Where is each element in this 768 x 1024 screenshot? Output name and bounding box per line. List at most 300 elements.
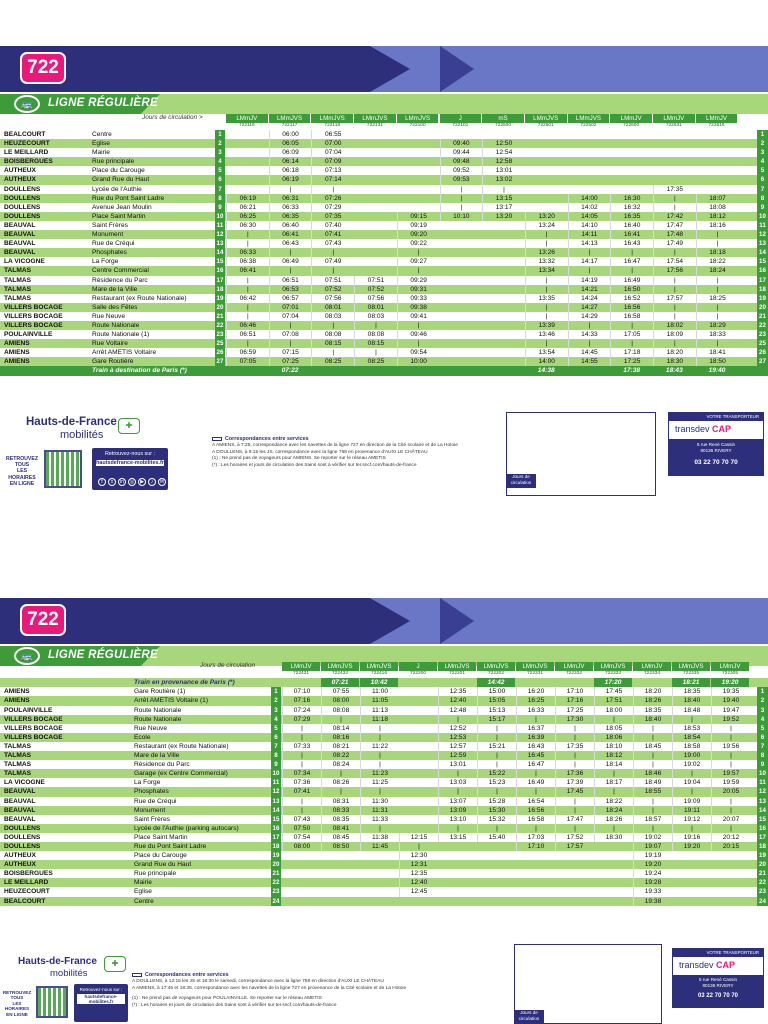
stop-town: TALMAS: [4, 752, 31, 760]
stop-time: |: [653, 248, 696, 257]
stop-town: AMIENS: [4, 688, 30, 696]
stop-time: 18:10: [594, 742, 633, 751]
stop-time: 16:35: [610, 212, 653, 221]
train-time: 19:20: [711, 678, 749, 687]
stop-time: 16:47: [610, 257, 653, 266]
stop-town: AUTHEUX: [4, 861, 36, 869]
stop-number: 16: [272, 824, 280, 832]
timetable-row: [0, 742, 768, 751]
stop-time: 18:12: [696, 212, 739, 221]
stop-name: Ecole: [134, 733, 151, 741]
stop-time: |: [477, 760, 516, 769]
site-link[interactable]: hautsdefrance-mobilites.fr: [96, 460, 164, 466]
stop-time: 18:05: [594, 724, 633, 733]
stop-time: 10:10: [440, 212, 483, 221]
train-time: 07:21: [321, 678, 359, 687]
stop-time: 19:47: [711, 706, 750, 715]
stop-time: 17:56: [653, 266, 696, 275]
stop-number: 2: [215, 139, 225, 148]
stop-time: 07:56: [354, 294, 397, 303]
stop-time: 19:59: [711, 778, 750, 787]
stop-time: |: [269, 248, 312, 257]
stop-name: Avenue Jean Moulin: [92, 203, 152, 211]
train-time: 10:42: [360, 678, 398, 687]
stop-time: 18:08: [696, 203, 739, 212]
stop-time: 14:17: [568, 257, 611, 266]
day-header: LMmJVS: [360, 662, 398, 671]
transporteur-phone[interactable]: 03 22 70 70 70: [694, 459, 738, 466]
stop-time: 13:20: [482, 212, 525, 221]
stop-time: |: [516, 787, 555, 796]
stop-time: 16:30: [610, 194, 653, 203]
stop-number: 9: [757, 203, 768, 212]
stop-time: 18:30: [653, 357, 696, 366]
stop-time: |: [696, 303, 739, 312]
stop-time: 07:04: [269, 312, 312, 321]
timetable-row: [0, 878, 768, 887]
stop-town: LE MEILLARD: [4, 149, 49, 157]
stop-time: 09:19: [397, 221, 440, 230]
train-to-paris-label: Train à destination de Paris (*): [92, 367, 187, 375]
stop-time: |: [555, 751, 594, 760]
stop-time: |: [440, 185, 483, 194]
stop-time: |: [653, 194, 696, 203]
stop-time: 08:03: [354, 312, 397, 321]
stop-time: 20:05: [711, 787, 750, 796]
stop-time: 07:29: [282, 715, 321, 724]
stop-time: 08:01: [311, 303, 354, 312]
stop-name: Rue principale: [92, 158, 135, 166]
stop-time: |: [360, 760, 399, 769]
stop-time: 07:56: [311, 294, 354, 303]
stop-time: 06:30: [226, 221, 269, 230]
stop-time: |: [269, 321, 312, 330]
stop-time: 16:20: [516, 687, 555, 696]
stop-number: 20: [272, 861, 280, 869]
stop-time: 09:15: [397, 212, 440, 221]
stop-time: 14:21: [568, 285, 611, 294]
stop-time: 12:58: [482, 157, 525, 166]
stop-number: 27: [757, 357, 768, 366]
timetable-row: [0, 175, 768, 184]
stop-time: |: [477, 751, 516, 760]
stop-time: |: [397, 321, 440, 330]
stop-number: 9: [757, 760, 768, 769]
stop-time: 06:53: [269, 285, 312, 294]
stop-time: 08:35: [321, 815, 360, 824]
stop-time: 18:06: [594, 733, 633, 742]
timetable-row: [0, 715, 768, 724]
stop-time: |: [633, 824, 672, 833]
tiktok-icon[interactable]: ♪: [148, 478, 156, 486]
stop-time: 17:30: [555, 715, 594, 724]
stop-town: BEAUVAL: [4, 797, 36, 805]
stop-time: 11:00: [360, 687, 399, 696]
stop-number: 22: [216, 321, 224, 329]
stop-time: |: [311, 266, 354, 275]
stop-number: 6: [271, 733, 281, 742]
stop-time: 19:09: [672, 797, 711, 806]
stop-time: 16:49: [516, 778, 555, 787]
stop-time: 08:14: [321, 724, 360, 733]
stop-time: 17:42: [653, 212, 696, 221]
stop-number: 4: [271, 715, 281, 724]
line-header-2: [0, 598, 768, 668]
stop-time: 07:51: [311, 276, 354, 285]
stop-time: 09:20: [397, 230, 440, 239]
facebook-icon[interactable]: f: [98, 478, 106, 486]
stop-town: TALMAS: [4, 770, 31, 778]
stop-time: |: [269, 266, 312, 275]
stop-time: 11:23: [360, 769, 399, 778]
instagram-icon[interactable]: ◎: [129, 479, 135, 485]
stop-number: 1: [271, 687, 281, 696]
mobilites-logo-icon: ✚: [118, 418, 140, 434]
stop-number: 15: [757, 815, 768, 824]
stop-time: 07:36: [282, 778, 321, 787]
stop-time: 13:15: [438, 833, 477, 842]
stop-time: |: [610, 248, 653, 257]
stop-name: Route Nationale (1): [92, 331, 150, 339]
stop-time: 08:00: [321, 696, 360, 705]
stop-time: 18:12: [594, 751, 633, 760]
stop-time: 15:22: [477, 769, 516, 778]
stop-time: 07:52: [354, 285, 397, 294]
stop-time: 12:48: [438, 706, 477, 715]
course-code: 722431: [292, 671, 309, 676]
stop-time: |: [555, 724, 594, 733]
stop-time: 17:45: [594, 687, 633, 696]
stop-time: 08:15: [311, 339, 354, 348]
stop-time: 13:35: [525, 294, 568, 303]
stop-number: 23: [757, 330, 768, 339]
stop-time: 14:11: [568, 230, 611, 239]
stop-time: |: [568, 321, 611, 330]
stop-time: |: [360, 733, 399, 742]
stop-number: 21: [757, 312, 768, 321]
stop-time: 07:35: [311, 212, 354, 221]
day-header: J: [399, 662, 437, 671]
stop-time: 13:10: [438, 815, 477, 824]
stop-name: Résidence du Parc: [134, 761, 190, 769]
stop-time: |: [653, 276, 696, 285]
course-code: 722331: [526, 671, 543, 676]
stop-name: Rue de Créqui: [92, 240, 135, 248]
stop-time: 06:18: [269, 166, 312, 175]
stop-number: 11: [272, 779, 280, 787]
stop-name: Arrêt AMETIS Voltaire: [92, 349, 157, 357]
stop-time: 17:18: [610, 348, 653, 357]
timetable-row: [0, 221, 768, 230]
stop-number: 7: [757, 742, 768, 751]
stop-name: Eglise: [134, 888, 152, 896]
stop-time: |: [516, 715, 555, 724]
stop-time: |: [438, 715, 477, 724]
stop-time: 19:35: [711, 687, 750, 696]
stop-time: 19:07: [633, 842, 672, 851]
course-code: 722118: [324, 123, 341, 128]
stop-time: |: [555, 806, 594, 815]
stop-time: |: [653, 285, 696, 294]
stop-number: 18: [272, 842, 280, 850]
stop-time: 18:33: [696, 330, 739, 339]
stop-time: 07:41: [311, 230, 354, 239]
stop-time: 08:00: [282, 842, 321, 851]
day-header: LMmJVS: [477, 662, 515, 671]
stop-town: BOISBERGUES: [4, 158, 53, 166]
stop-number: 2: [757, 696, 768, 705]
stop-town: BEAUVAL: [4, 221, 36, 229]
course-code: 722432: [331, 671, 348, 676]
mail-icon[interactable]: ✉: [159, 479, 165, 485]
jours-box-label: Jours de circulation: [506, 474, 536, 488]
stop-name: Restaurant (ex Route Nationale): [92, 294, 187, 302]
stop-number: 24: [757, 897, 768, 906]
qr-code-2[interactable]: [36, 986, 68, 1018]
stop-time: 07:15: [269, 348, 312, 357]
stop-name: Rue principale: [134, 870, 177, 878]
stop-time: 17:57: [653, 294, 696, 303]
stop-town: BOISBERGUES: [4, 870, 53, 878]
stop-time: 09:31: [397, 285, 440, 294]
stop-town: BEAUVAL: [4, 231, 36, 239]
stop-name: Saint Frères: [134, 815, 170, 823]
stop-time: 13:09: [438, 806, 477, 815]
stop-time: 07:16: [282, 696, 321, 705]
linkedin-icon[interactable]: in: [118, 478, 126, 486]
stop-town: AUTHEUX: [4, 167, 36, 175]
stop-time: 07:43: [311, 239, 354, 248]
stop-time: 15:23: [477, 778, 516, 787]
stop-time: 18:53: [672, 724, 711, 733]
stop-name: Place Saint Martin: [92, 212, 146, 220]
stop-time: 06:51: [269, 276, 312, 285]
stop-time: 06:49: [269, 257, 312, 266]
stop-time: |: [696, 230, 739, 239]
stop-town: DOULLENS: [4, 212, 41, 220]
stop-time: 18:26: [633, 696, 672, 705]
stop-number: 19: [216, 294, 224, 302]
day-header: LMmJV: [282, 662, 320, 671]
stop-time: 15:13: [477, 706, 516, 715]
stop-time: |: [440, 203, 483, 212]
stop-town: TALMAS: [4, 267, 31, 275]
stop-name: Lycée de l'Authie: [92, 185, 142, 193]
stop-time: 17:10: [516, 842, 555, 851]
stop-name: Monument: [92, 231, 124, 239]
stop-time: 19:12: [672, 815, 711, 824]
stop-time: 08:21: [321, 742, 360, 751]
stop-town: LA VICOGNE: [4, 779, 45, 787]
stop-time: |: [226, 285, 269, 294]
stop-name: Gare Routière (1): [134, 688, 186, 696]
stop-time: 06:19: [226, 194, 269, 203]
stop-time: 17:47: [653, 221, 696, 230]
stop-time: 09:46: [397, 330, 440, 339]
x-icon[interactable]: x: [108, 478, 116, 486]
stop-time: 06:14: [269, 157, 312, 166]
stop-time: |: [696, 276, 739, 285]
stop-time: 13:01: [438, 760, 477, 769]
stop-time: 14:55: [568, 357, 611, 366]
timetable-return: [0, 662, 768, 906]
stop-time: 08:24: [321, 760, 360, 769]
stop-town: DOULLENS: [4, 185, 41, 193]
stop-number: 4: [757, 157, 768, 166]
stop-time: 18:54: [672, 733, 711, 742]
stop-number: 8: [757, 194, 768, 203]
stop-time: 06:21: [226, 203, 269, 212]
timetable-row: [0, 266, 768, 275]
stop-time: 18:25: [696, 294, 739, 303]
stop-number: 16: [757, 824, 768, 833]
stop-number: 26: [216, 349, 224, 357]
stop-time: |: [321, 787, 360, 796]
stop-time: |: [555, 797, 594, 806]
stop-time: 17:39: [555, 778, 594, 787]
stop-time: 12:45: [399, 887, 438, 896]
timetable-row: [0, 897, 768, 906]
qr-code[interactable]: [44, 450, 82, 488]
stop-time: 16:54: [516, 797, 555, 806]
stop-time: |: [311, 321, 354, 330]
jours-label: Jours de circulation: [200, 662, 256, 669]
day-header: J: [440, 114, 482, 123]
timetable-row: [0, 824, 768, 833]
stop-name: Centre: [134, 897, 154, 905]
course-code: 722334: [643, 671, 660, 676]
stop-time: |: [282, 797, 321, 806]
day-header: LMmJVS: [269, 114, 311, 123]
stop-time: |: [672, 787, 711, 796]
stop-time: 17:05: [610, 330, 653, 339]
stop-time: 07:51: [354, 276, 397, 285]
stop-time: 17:51: [594, 696, 633, 705]
stop-time: 18:18: [696, 248, 739, 257]
line-type-label-2: LIGNE RÉGULIÈRE: [48, 649, 158, 661]
stop-time: 19:20: [672, 842, 711, 851]
youtube-icon[interactable]: ▶: [138, 478, 146, 486]
timetable-row: [0, 166, 768, 175]
stop-time: |: [321, 769, 360, 778]
stop-town: BEALCOURT: [4, 131, 46, 138]
timetable-row: [0, 887, 768, 896]
course-code: 722631: [665, 123, 682, 128]
stop-time: 11:45: [360, 842, 399, 851]
stop-name: Mare de la Ville: [92, 285, 138, 293]
stop-time: 17:25: [610, 357, 653, 366]
stop-time: 06:57: [269, 294, 312, 303]
train-time: 07:22: [281, 367, 299, 375]
stop-time: 08:01: [354, 303, 397, 312]
line-number-badge: 722: [20, 52, 66, 84]
stop-number: 17: [216, 276, 224, 284]
stop-name: Salle des Fêtes: [92, 303, 138, 311]
stop-time: 18:50: [696, 357, 739, 366]
stop-time: 16:56: [516, 806, 555, 815]
stop-name: Phosphates: [92, 249, 127, 257]
stop-town: BEAUVAL: [4, 815, 36, 823]
stop-time: 14:00: [568, 194, 611, 203]
stop-time: |: [525, 339, 568, 348]
stop-time: 13:07: [438, 797, 477, 806]
stop-time: |: [555, 733, 594, 742]
stop-time: 15:40: [477, 833, 516, 842]
stop-time: 18:24: [696, 266, 739, 275]
stop-town: AUTHEUX: [4, 176, 36, 184]
stop-time: |: [555, 760, 594, 769]
stop-number: 17: [272, 833, 280, 841]
course-code: 722305: [721, 671, 738, 676]
stop-name: Arrêt AMETIS Voltaire (1): [134, 697, 209, 705]
stop-time: |: [360, 751, 399, 760]
stop-time: |: [477, 824, 516, 833]
header-bar: [0, 46, 768, 92]
stop-time: 11:05: [360, 696, 399, 705]
stop-town: AMIENS: [4, 340, 30, 348]
stop-name: Mairie: [134, 879, 152, 887]
course-code: 722600: [623, 123, 640, 128]
stop-town: VILLERS BOCAGE: [4, 724, 63, 732]
train-time: 19:40: [708, 367, 726, 375]
transporteur-box: VOTRE TRANSPORTEUR transdev CAP 5 rue René Cassin 80136 RIVERY 03 22 70 70 70: [668, 412, 764, 476]
stop-time: |: [282, 806, 321, 815]
timetable-row: [0, 851, 768, 860]
stop-time: 14:19: [568, 276, 611, 285]
stop-time: |: [653, 312, 696, 321]
stop-time: 09:48: [440, 157, 483, 166]
stop-time: |: [672, 715, 711, 724]
stop-time: 17:36: [555, 769, 594, 778]
timetable-row: [0, 348, 768, 357]
stop-number: 5: [757, 166, 768, 175]
stop-name: Garage (ex Centre Commercial): [134, 770, 228, 778]
stop-time: |: [226, 312, 269, 321]
stop-name: Place du Carouge: [92, 167, 145, 175]
stop-time: 12:57: [438, 742, 477, 751]
stop-time: 18:20: [633, 687, 672, 696]
stop-name: La Forge: [92, 258, 119, 266]
stop-time: 18:26: [594, 815, 633, 824]
day-header: LMmJV: [555, 662, 593, 671]
stop-time: 18:00: [594, 706, 633, 715]
stop-number: 19: [757, 851, 768, 860]
stop-time: 17:52: [555, 833, 594, 842]
stop-time: 07:54: [282, 833, 321, 842]
stop-number: 5: [215, 166, 225, 175]
stop-time: 16:40: [610, 221, 653, 230]
stop-number: 18: [757, 285, 768, 294]
day-header: LMmJV: [696, 114, 738, 123]
stop-town: TALMAS: [4, 285, 31, 293]
stop-time: 07:13: [311, 166, 354, 175]
stop-number: 1: [757, 130, 768, 139]
timetable-row: [0, 797, 768, 806]
stop-time: 15:05: [477, 696, 516, 705]
timetable-row: [0, 157, 768, 166]
stop-town: VILLERS BOCAGE: [4, 312, 63, 320]
stop-time: 08:50: [321, 842, 360, 851]
stop-time: 18:45: [633, 742, 672, 751]
stop-town: DOULLENS: [4, 842, 41, 850]
stop-time: 16:43: [610, 239, 653, 248]
stop-time: 11:18: [360, 715, 399, 724]
stop-time: |: [696, 285, 739, 294]
stop-town: DOULLENS: [4, 824, 41, 832]
stop-time: 14:02: [568, 203, 611, 212]
stop-number: 12: [757, 787, 768, 796]
course-code: 722202: [487, 671, 504, 676]
